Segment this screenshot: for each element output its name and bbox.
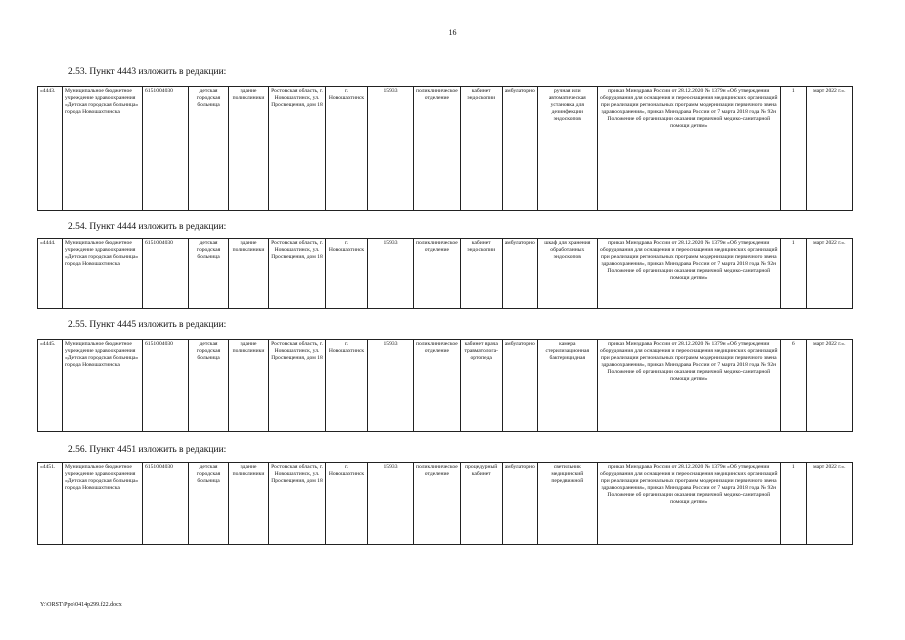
cell-city: г. Новошахтинск	[326, 87, 368, 211]
cell-inn: 6151004030	[143, 239, 189, 309]
cell-number: «4451.	[38, 463, 63, 545]
cell-quantity: 1	[780, 239, 806, 309]
section-heading-2-55: 2.55. Пункт 4445 изложить в редакции:	[68, 320, 227, 330]
cell-care-type: амбулаторно	[502, 463, 537, 545]
cell-regulation: приказ Минздрава России от 28.12.2020 № 1379н «Об утверждении оборудования для оснащения и переоснащения медицинских организаций при реализации региональных программ модернизации первичного звена здравоохранения», приказ Минздрава России от 7 марта 2018 года № 92н Положение об организации оказания первичной медико-санитарной помощи детям»	[597, 463, 780, 545]
cell-number: «4444.	[38, 239, 63, 309]
cell-inn: 6151004030	[143, 340, 189, 432]
cell-regulation: приказ Минздрава России от 28.12.2020 № 1379н «Об утверждении оборудования для оснащения и переоснащения медицинских организаций при реализации региональных программ модернизации первичного звена здравоохранения», приказ Минздрава России от 7 марта 2018 года № 92н Положение об организации оказания первичной медико-санитарной помощи детям»	[597, 239, 780, 309]
cell-city: г. Новошахтинск	[326, 340, 368, 432]
cell-organization: Муниципальное бюджетное учреждение здравоохранения «Детская городская больница» города Новошахтинска	[63, 463, 143, 545]
cell-organization: Муниципальное бюджетное учреждение здравоохранения «Детская городская больница» города Новошахтинска	[63, 87, 143, 211]
cell-building: здание поликлиники	[229, 239, 269, 309]
cell-facility-type: детская городская больница	[189, 340, 229, 432]
table-row	[38, 239, 853, 309]
section-heading-2-54: 2.54. Пункт 4444 изложить в редакции:	[68, 222, 227, 232]
cell-department: поликлиническое отделение	[414, 340, 461, 432]
cell-address: Ростовская область, г. Новошахтинск, ул. Просвещения, дом 18	[269, 239, 326, 309]
cell-city: г. Новошахтинск	[326, 463, 368, 545]
cell-quantity: 1	[780, 463, 806, 545]
cell-care-type: амбулаторно	[502, 239, 537, 309]
cell-regulation: приказ Минздрава России от 28.12.2020 № 1379н «Об утверждении оборудования для оснащения и переоснащения медицинских организаций при реализации региональных программ модернизации первичного звена здравоохранения», приказ Минздрава России от 7 марта 2018 года № 92н Положение об организации оказания первичной медико-санитарной помощи детям»	[597, 87, 780, 211]
cell-code: 15933	[368, 463, 414, 545]
cell-code: 15933	[368, 340, 414, 432]
cell-department: поликлиническое отделение	[414, 87, 461, 211]
cell-number: «4443.	[38, 87, 63, 211]
section-heading-2-56: 2.56. Пункт 4451 изложить в редакции:	[68, 445, 227, 455]
cell-regulation: приказ Минздрава России от 28.12.2020 № 1379н «Об утверждении оборудования для оснащения и переоснащения медицинских организаций при реализации региональных программ модернизации первичного звена здравоохранения», приказ Минздрава России от 7 марта 2018 года № 92н Положение об организации оказания первичной медико-санитарной помощи детям»	[597, 340, 780, 432]
cell-code: 15933	[368, 87, 414, 211]
cell-equipment: шкаф для хранения обработанных эндоскопов	[537, 239, 597, 309]
cell-date: март 2022 г.».	[806, 239, 852, 309]
cell-facility-type: детская городская больница	[189, 239, 229, 309]
cell-room: кабинет врача травматолога-ортопеда	[460, 340, 502, 432]
cell-care-type: амбулаторно	[502, 87, 537, 211]
cell-address: Ростовская область, г. Новошахтинск, ул. Просвещения, дом 18	[269, 340, 326, 432]
cell-equipment: ручная или автоматическая установка для дезинфекции эндоскопов	[537, 87, 597, 211]
cell-address: Ростовская область, г. Новошахтинск, ул. Просвещения, дом 18	[269, 87, 326, 211]
cell-building: здание поликлиники	[229, 340, 269, 432]
table-row	[38, 340, 853, 432]
cell-quantity: 6	[780, 340, 806, 432]
table-item-4445	[37, 339, 853, 432]
footer-file-path: Y:\ORST\Ppo\0414p299.f22.docx	[40, 602, 122, 608]
cell-room: кабинет эндоскопии	[460, 239, 502, 309]
cell-equipment: светильник медицинский передвижной	[537, 463, 597, 545]
cell-organization: Муниципальное бюджетное учреждение здравоохранения «Детская городская больница» города Новошахтинска	[63, 340, 143, 432]
page-number: 16	[448, 28, 457, 37]
cell-inn: 6151004030	[143, 87, 189, 211]
cell-building: здание поликлиники	[229, 87, 269, 211]
cell-department: поликлиническое отделение	[414, 463, 461, 545]
table-item-4444	[37, 238, 853, 309]
table-item-4451	[37, 462, 853, 545]
cell-room: кабинет эндоскопии	[460, 87, 502, 211]
cell-facility-type: детская городская больница	[189, 463, 229, 545]
cell-date: март 2022 г.».	[806, 463, 852, 545]
cell-date: март 2022 г.».	[806, 87, 852, 211]
cell-equipment: камера стерилизационная бактерицидная	[537, 340, 597, 432]
cell-department: поликлиническое отделение	[414, 239, 461, 309]
table-row	[38, 87, 853, 211]
cell-city: г. Новошахтинск	[326, 239, 368, 309]
cell-inn: 6151004030	[143, 463, 189, 545]
table-item-4443	[37, 86, 853, 211]
cell-code: 15933	[368, 239, 414, 309]
section-heading-2-53: 2.53. Пункт 4443 изложить в редакции:	[68, 67, 227, 77]
table-row	[38, 463, 853, 545]
cell-date: март 2022 г.».	[806, 340, 852, 432]
cell-facility-type: детская городская больница	[189, 87, 229, 211]
cell-building: здание поликлиники	[229, 463, 269, 545]
cell-address: Ростовская область, г. Новошахтинск, ул. Просвещения, дом 18	[269, 463, 326, 545]
cell-organization: Муниципальное бюджетное учреждение здравоохранения «Детская городская больница» города Новошахтинска	[63, 239, 143, 309]
cell-number: «4445.	[38, 340, 63, 432]
cell-quantity: 1	[780, 87, 806, 211]
cell-room: процедурный кабинет	[460, 463, 502, 545]
cell-care-type: амбулаторно	[502, 340, 537, 432]
